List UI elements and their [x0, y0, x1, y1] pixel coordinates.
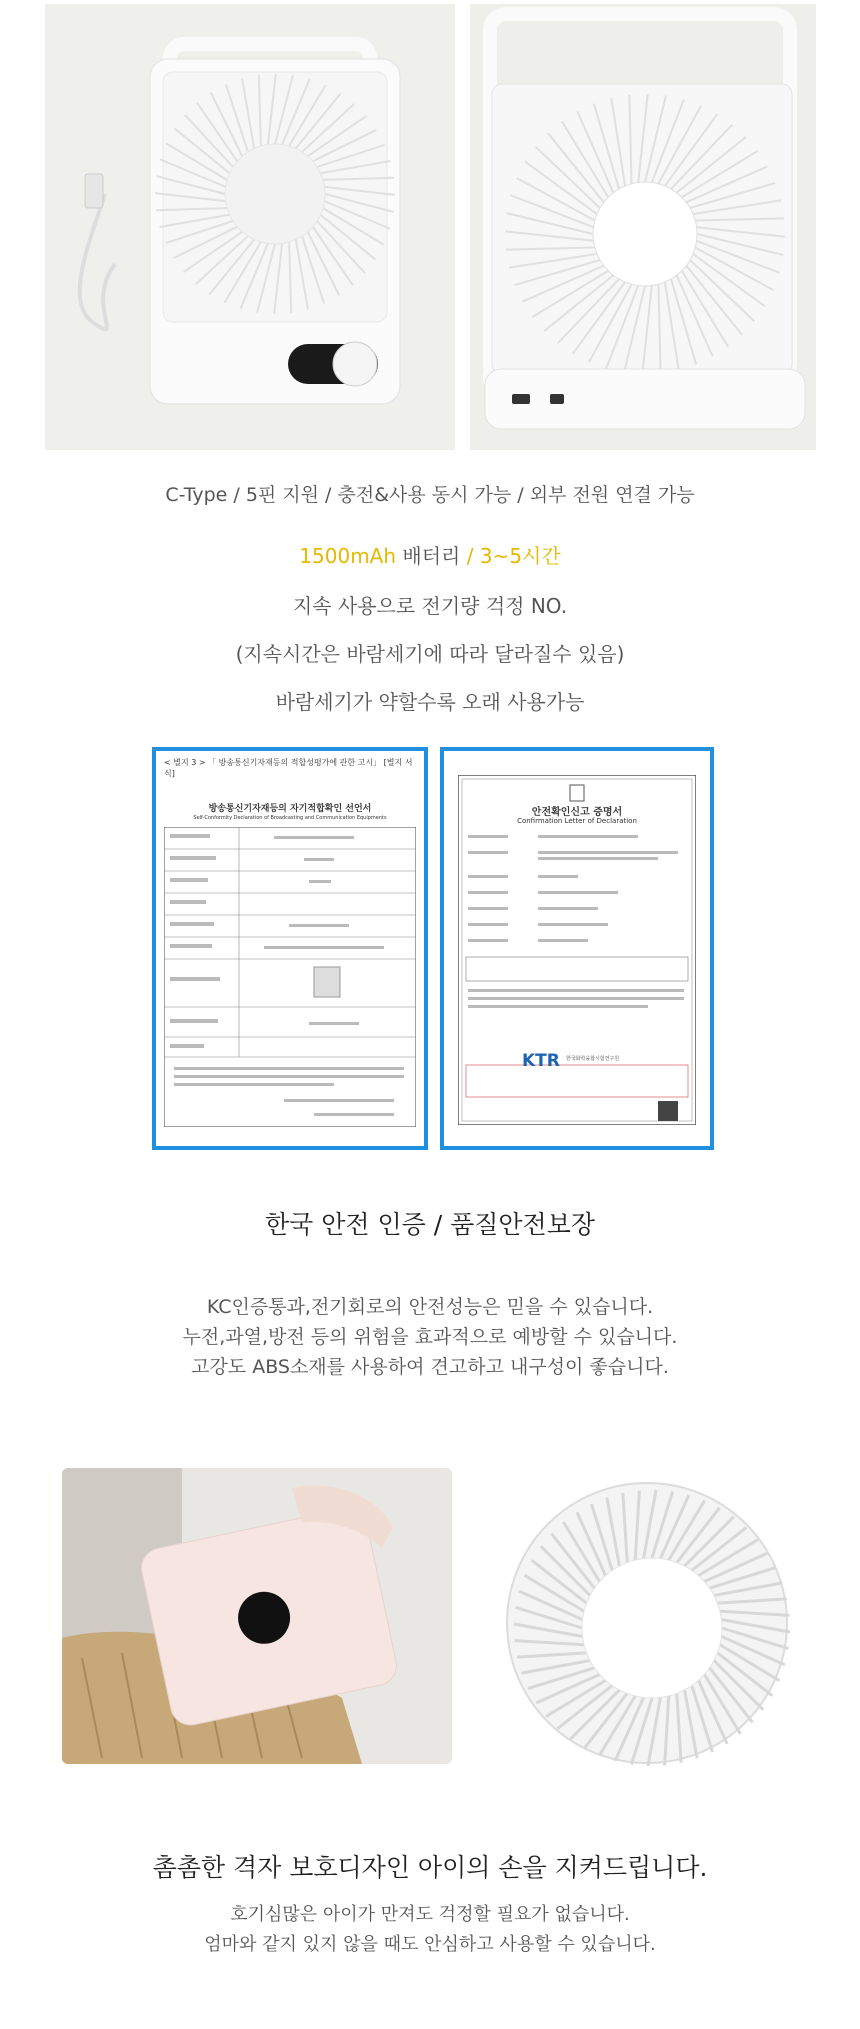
child-safety-line-1: 호기심많은 아이가 만져도 걱정할 필요가 없습니다. [230, 1904, 630, 1925]
battery-line [0, 540, 860, 569]
feature-line-1: C-Type / 5핀 지원 / 충전&사용 동시 가능 / 외부 전원 연결 가능 [165, 484, 695, 506]
fan-front-photo [45, 4, 455, 450]
battery-capacity: 1500mAh [299, 544, 397, 568]
safety-line-2: 누전,과열,방전 등의 위험을 효과적으로 예방할 수 있습니다. [182, 1326, 678, 1348]
safety-line-3: 고강도 ABS소재를 사용하여 견고하고 내구성이 좋습니다. [191, 1356, 669, 1378]
feature-line-3: 지속 사용으로 전기량 걱정 NO. [292, 594, 568, 618]
fan-grill-closeup-photo [502, 1478, 792, 1768]
certificate-right-title: 안전확인신고 증명서 [531, 807, 623, 818]
ktr-logo: KTR [522, 1051, 560, 1071]
safety-heading: 한국 안전 인증 / 품질안전보장 [264, 1210, 595, 1239]
certificate-left-title: 방송통신기자재등의 자기적합확인 선언서 [208, 804, 372, 814]
certificate-left-subtitle: Self-Conformity Declaration of Broadcasting and Communication Equipments [193, 815, 387, 821]
battery-time: / 3~5시간 [466, 544, 561, 568]
child-safety-line-2: 엄마와 같지 있지 않을 때도 안심하고 사용할 수 있습니다. [204, 1934, 656, 1955]
fan-back-photo [470, 4, 816, 450]
certificate-right-subtitle: Confirmation Letter of Declaration [517, 817, 637, 825]
certificate-left-header: < 별지 3 > 「 방송통신기자재등의 적합성평가에 관한 고시」 [별지 서식] [164, 758, 413, 778]
safety-line-1: KC인증통과,전기회로의 안전성능은 믿을 수 있습니다. [206, 1296, 654, 1318]
kc-declaration-certificate [152, 747, 428, 1150]
child-safety-heading: 촘촘한 격자 보호디자인 아이의 손을 지켜드립니다. [152, 1853, 708, 1882]
fan-hand-basket-photo [62, 1468, 452, 1764]
feature-line-4: (지속시간은 바람세기에 따라 달라질수 있음) [235, 642, 625, 666]
safety-description [0, 1292, 860, 1382]
certificate-left-table [164, 827, 416, 1127]
battery-word: 배터리 [396, 544, 467, 568]
ktr-confirmation-certificate [440, 747, 714, 1150]
feature-line-5: 바람세기가 약할수록 오래 사용가능 [275, 690, 585, 714]
child-safety-description [0, 1900, 860, 1960]
ktr-name: 한국화학융합시험연구원 [566, 1056, 620, 1062]
